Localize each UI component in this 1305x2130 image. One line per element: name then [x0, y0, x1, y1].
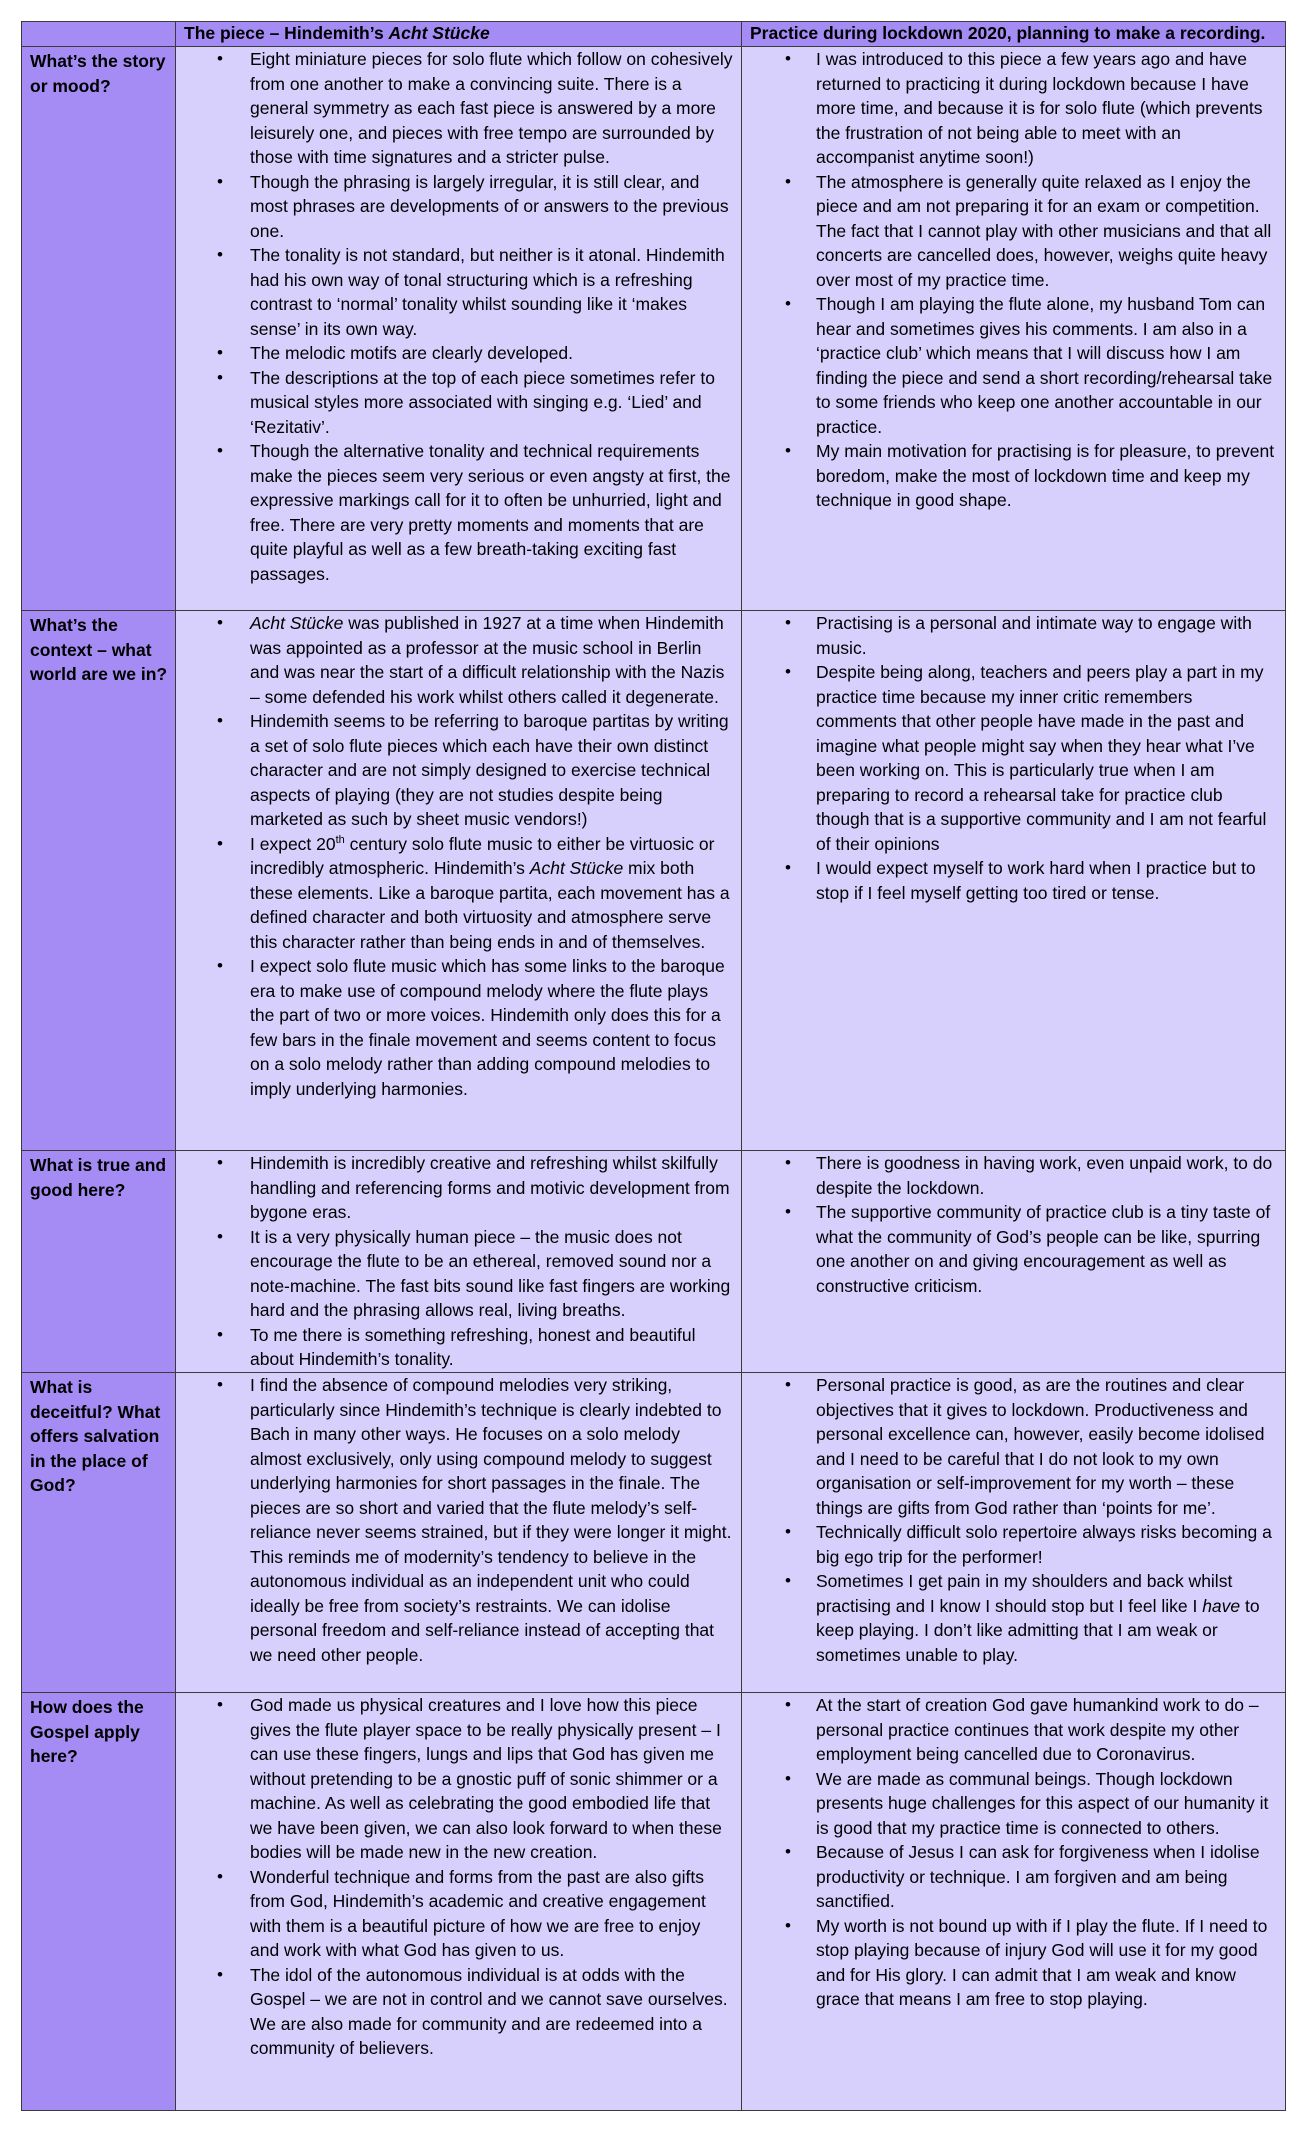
bullet-item: • I find the absence of compound melodies very striking, particularly since Hindemith’s technique is clearly indebted to Bach in many other ways. He focuses on a solo melody almost exclusively, only using compound melody to suggest underlying harmonies for short passages in the finale. The pieces are so short and varied that the flute melody’s self-reliance never seems strained, but if they were longer it might. This reminds me of modernity’s tendency to believe in the autonomous individual as an independent unit who could ideally be free from society’s restraints. We can idolise personal freedom and self-reliance instead of accepting that we need other people.	[176, 1373, 733, 1667]
row-label: What’s the story or mood?	[22, 47, 176, 611]
bullet-item: • There is goodness in having work, even unpaid work, to do despite the lockdown.	[742, 1151, 1277, 1200]
bullet-text: century solo flute music to either be virtuosic or incredibly atmospheric. Hindemith’s	[250, 833, 715, 878]
bullet-item: • Hindemith is incredibly creative and refreshing whilst skilfully handling and referencing forms and motivic development from bygone eras.	[176, 1151, 733, 1225]
bullet-text: mix both these elements. Like a baroque partita, each movement has a defined character and both virtuosity and atmosphere serve this character rather than being ends in and of themselves.	[250, 858, 730, 952]
document	[21, 21, 1285, 2111]
reflection-table	[21, 21, 1286, 2111]
bullet-item: • Though the phrasing is largely irregular, it is still clear, and most phrases are developments of or answers to the previous one.	[176, 170, 733, 244]
header-row	[22, 22, 1286, 47]
bullet-item: • Wonderful technique and forms from the past are also gifts from God, Hindemith’s academic and creative engagement with them is a beautiful picture of how we are free to enjoy and work with what God has given to us.	[176, 1865, 733, 1963]
bullet-item: • I expect solo flute music which has some links to the baroque era to make use of compound melody where the flute plays the part of two or more voices. Hindemith only does this for a few bars in the finale movement and seems content to focus on a solo melody rather than adding compound melodies to imply underlying harmonies.	[176, 954, 733, 1101]
bullet-item	[742, 1569, 1277, 1667]
header-piece-title: Acht Stücke	[388, 23, 490, 43]
bullet-item: • My main motivation for practising is for pleasure, to prevent boredom, make the most of lockdown time and keep my technique in good shape.	[742, 439, 1277, 513]
bullet-item: • I would expect myself to work hard when I practice but to stop if I feel myself getting too tired or tense.	[742, 856, 1277, 905]
row-label: What is true and good here?	[22, 1151, 176, 1373]
bullet-item: • God made us physical creatures and I love how this piece gives the flute player space to be really physically present – I can use these fingers, lungs and lips that God has given me without pretending to be a gnostic puff of sonic shimmer or a machine. As well as celebrating the good embodied life that we have been given, we can also look forward to when these bodies will be made new in the new creation.	[176, 1693, 733, 1865]
row-context	[22, 611, 1286, 1151]
practice-cell	[742, 1693, 1286, 2111]
bullet-item: • The tonality is not standard, but neither is it atonal. Hindemith had his own way of tonal structuring which is a refreshing contrast to ‘normal’ tonality whilst sounding like it ‘makes sense’ in its own way.	[176, 243, 733, 341]
bullet-item: • It is a very physically human piece – the music does not encourage the flute to be an ethereal, removed sound nor a note-machine. The fast bits sound like fast fingers are working hard and the phrasing allows real, living breaths.	[176, 1225, 733, 1323]
row-label: What’s the context – what world are we in?	[22, 611, 176, 1151]
practice-cell	[742, 611, 1286, 1151]
row-true-good	[22, 1151, 1286, 1373]
row-story	[22, 47, 1286, 611]
bullet-item	[176, 611, 733, 709]
piece-cell	[176, 1373, 742, 1693]
piece-cell	[176, 611, 742, 1151]
row-gospel	[22, 1693, 1286, 2111]
corner-cell	[22, 22, 176, 47]
emphasis: have	[1202, 1595, 1241, 1616]
bullet-item: • Though I am playing the flute alone, my husband Tom can hear and sometimes gives his comments. I am also in a ‘practice club’ which means that I will discuss how I am finding the piece and send a short recording/rehearsal take to some friends who keep one another accountable in our practice.	[742, 292, 1277, 439]
piece-title: Acht Stücke	[529, 858, 624, 878]
bullet-item: • The melodic motifs are clearly developed.	[176, 341, 733, 366]
bullet-item: • Practising is a personal and intimate way to engage with music.	[742, 611, 1277, 660]
row-label: How does the Gospel apply here?	[22, 1693, 176, 2111]
practice-cell	[742, 1151, 1286, 1373]
bullet-text: Sometimes I get pain in my shoulders and back whilst practising and I know I should stop but I feel like I	[816, 1571, 1233, 1616]
bullet-item: • Personal practice is good, as are the routines and clear objectives that it gives to lockdown. Productiveness and personal excellence can, however, easily become idolised and I need to be careful that I do not look to my own organisation or self-improvement for my worth – these things are gifts from God rather than ‘points for me’.	[742, 1373, 1277, 1520]
bullet-text: was published in 1927 at a time when Hindemith was appointed as a professor at the music school in Berlin and was near the start of a difficult relationship with the Nazis – some defended his work whilst others called it degenerate.	[250, 613, 725, 707]
piece-cell	[176, 1151, 742, 1373]
bullet-item: • Hindemith seems to be referring to baroque partitas by writing a set of solo flute pieces which each have their own distinct character and are not simply designed to exercise technical aspects of playing (they are not studies despite being marketed as such by sheet music vendors!)	[176, 709, 733, 832]
header-piece-text: The piece – Hindemith’s	[184, 23, 389, 43]
bullet-item: • Eight miniature pieces for solo flute which follow on cohesively from one another to make a convincing suite. There is a general symmetry as each fast piece is answered by a more leisurely one, and pieces with free tempo are surrounded by those with time signatures and a stricter pulse.	[176, 47, 733, 170]
superscript: th	[335, 833, 345, 846]
piece-cell	[176, 1693, 742, 2111]
bullet-item: • Though the alternative tonality and technical requirements make the pieces seem very serious or even angsty at first, the expressive markings call for it to often be unhurried, light and free. There are very pretty moments and moments that are quite playful as well as a few breath-taking exciting fast passages.	[176, 439, 733, 586]
bullet-text: I expect 20	[250, 833, 336, 854]
piece-title: Acht Stücke	[250, 613, 344, 633]
bullet-item	[176, 832, 733, 955]
header-practice: Practice during lockdown 2020, planning to make a recording.	[742, 22, 1286, 47]
practice-cell	[742, 1373, 1286, 1693]
bullet-item: • Despite being along, teachers and peers play a part in my practice time because my inner critic remembers comments that other people have made in the past and imagine what people might say when they hear what I’ve been working on. This is particularly true when I am preparing to record a rehearsal take for practice club though that is a supportive community and I am not fearful of their opinions	[742, 660, 1277, 856]
bullet-item: • I was introduced to this piece a few years ago and have returned to practicing it during lockdown because I have more time, and because it is for solo flute (which prevents the frustration of not being able to meet with an accompanist anytime soon!)	[742, 47, 1277, 170]
bullet-item: • To me there is something refreshing, honest and beautiful about Hindemith’s tonality.	[176, 1323, 733, 1372]
bullet-item: • The atmosphere is generally quite relaxed as I enjoy the piece and am not preparing it for an exam or competition. The fact that I cannot play with other musicians and that all concerts are cancelled does, however, weighs quite heavy over most of my practice time.	[742, 170, 1277, 293]
practice-cell	[742, 47, 1286, 611]
bullet-item: • The idol of the autonomous individual is at odds with the Gospel – we are not in control and we cannot save ourselves. We are also made for community and are redeemed into a community of believers.	[176, 1963, 733, 2061]
row-label: What is deceitful? What offers salvation in the place of God?	[22, 1373, 176, 1693]
bullet-item: • Because of Jesus I can ask for forgiveness when I idolise productivity or technique. I am forgiven and am being sanctified.	[742, 1840, 1277, 1914]
bullet-item: • My worth is not bound up with if I play the flute. If I need to stop playing because of injury God will use it for my good and for His glory. I can admit that I am weak and know grace that means I am free to stop playing.	[742, 1914, 1277, 2012]
header-piece	[176, 22, 742, 47]
bullet-item: • The descriptions at the top of each piece sometimes refer to musical styles more associated with singing e.g. ‘Lied’ and ‘Rezitativ’.	[176, 366, 733, 440]
row-deceitful	[22, 1373, 1286, 1693]
bullet-item: • The supportive community of practice club is a tiny taste of what the community of God’s people can be like, spurring one another on and giving encouragement as well as constructive criticism.	[742, 1200, 1277, 1298]
bullet-item: • We are made as communal beings. Though lockdown presents huge challenges for this aspect of our humanity it is good that my practice time is connected to others.	[742, 1767, 1277, 1841]
bullet-item: • Technically difficult solo repertoire always risks becoming a big ego trip for the performer!	[742, 1520, 1277, 1569]
bullet-item: • At the start of creation God gave humankind work to do – personal practice continues that work despite my other employment being cancelled due to Coronavirus.	[742, 1693, 1277, 1767]
bullet-text: to keep playing. I don’t like admitting that I am weak or sometimes unable to play.	[816, 1595, 1260, 1665]
piece-cell	[176, 47, 742, 611]
